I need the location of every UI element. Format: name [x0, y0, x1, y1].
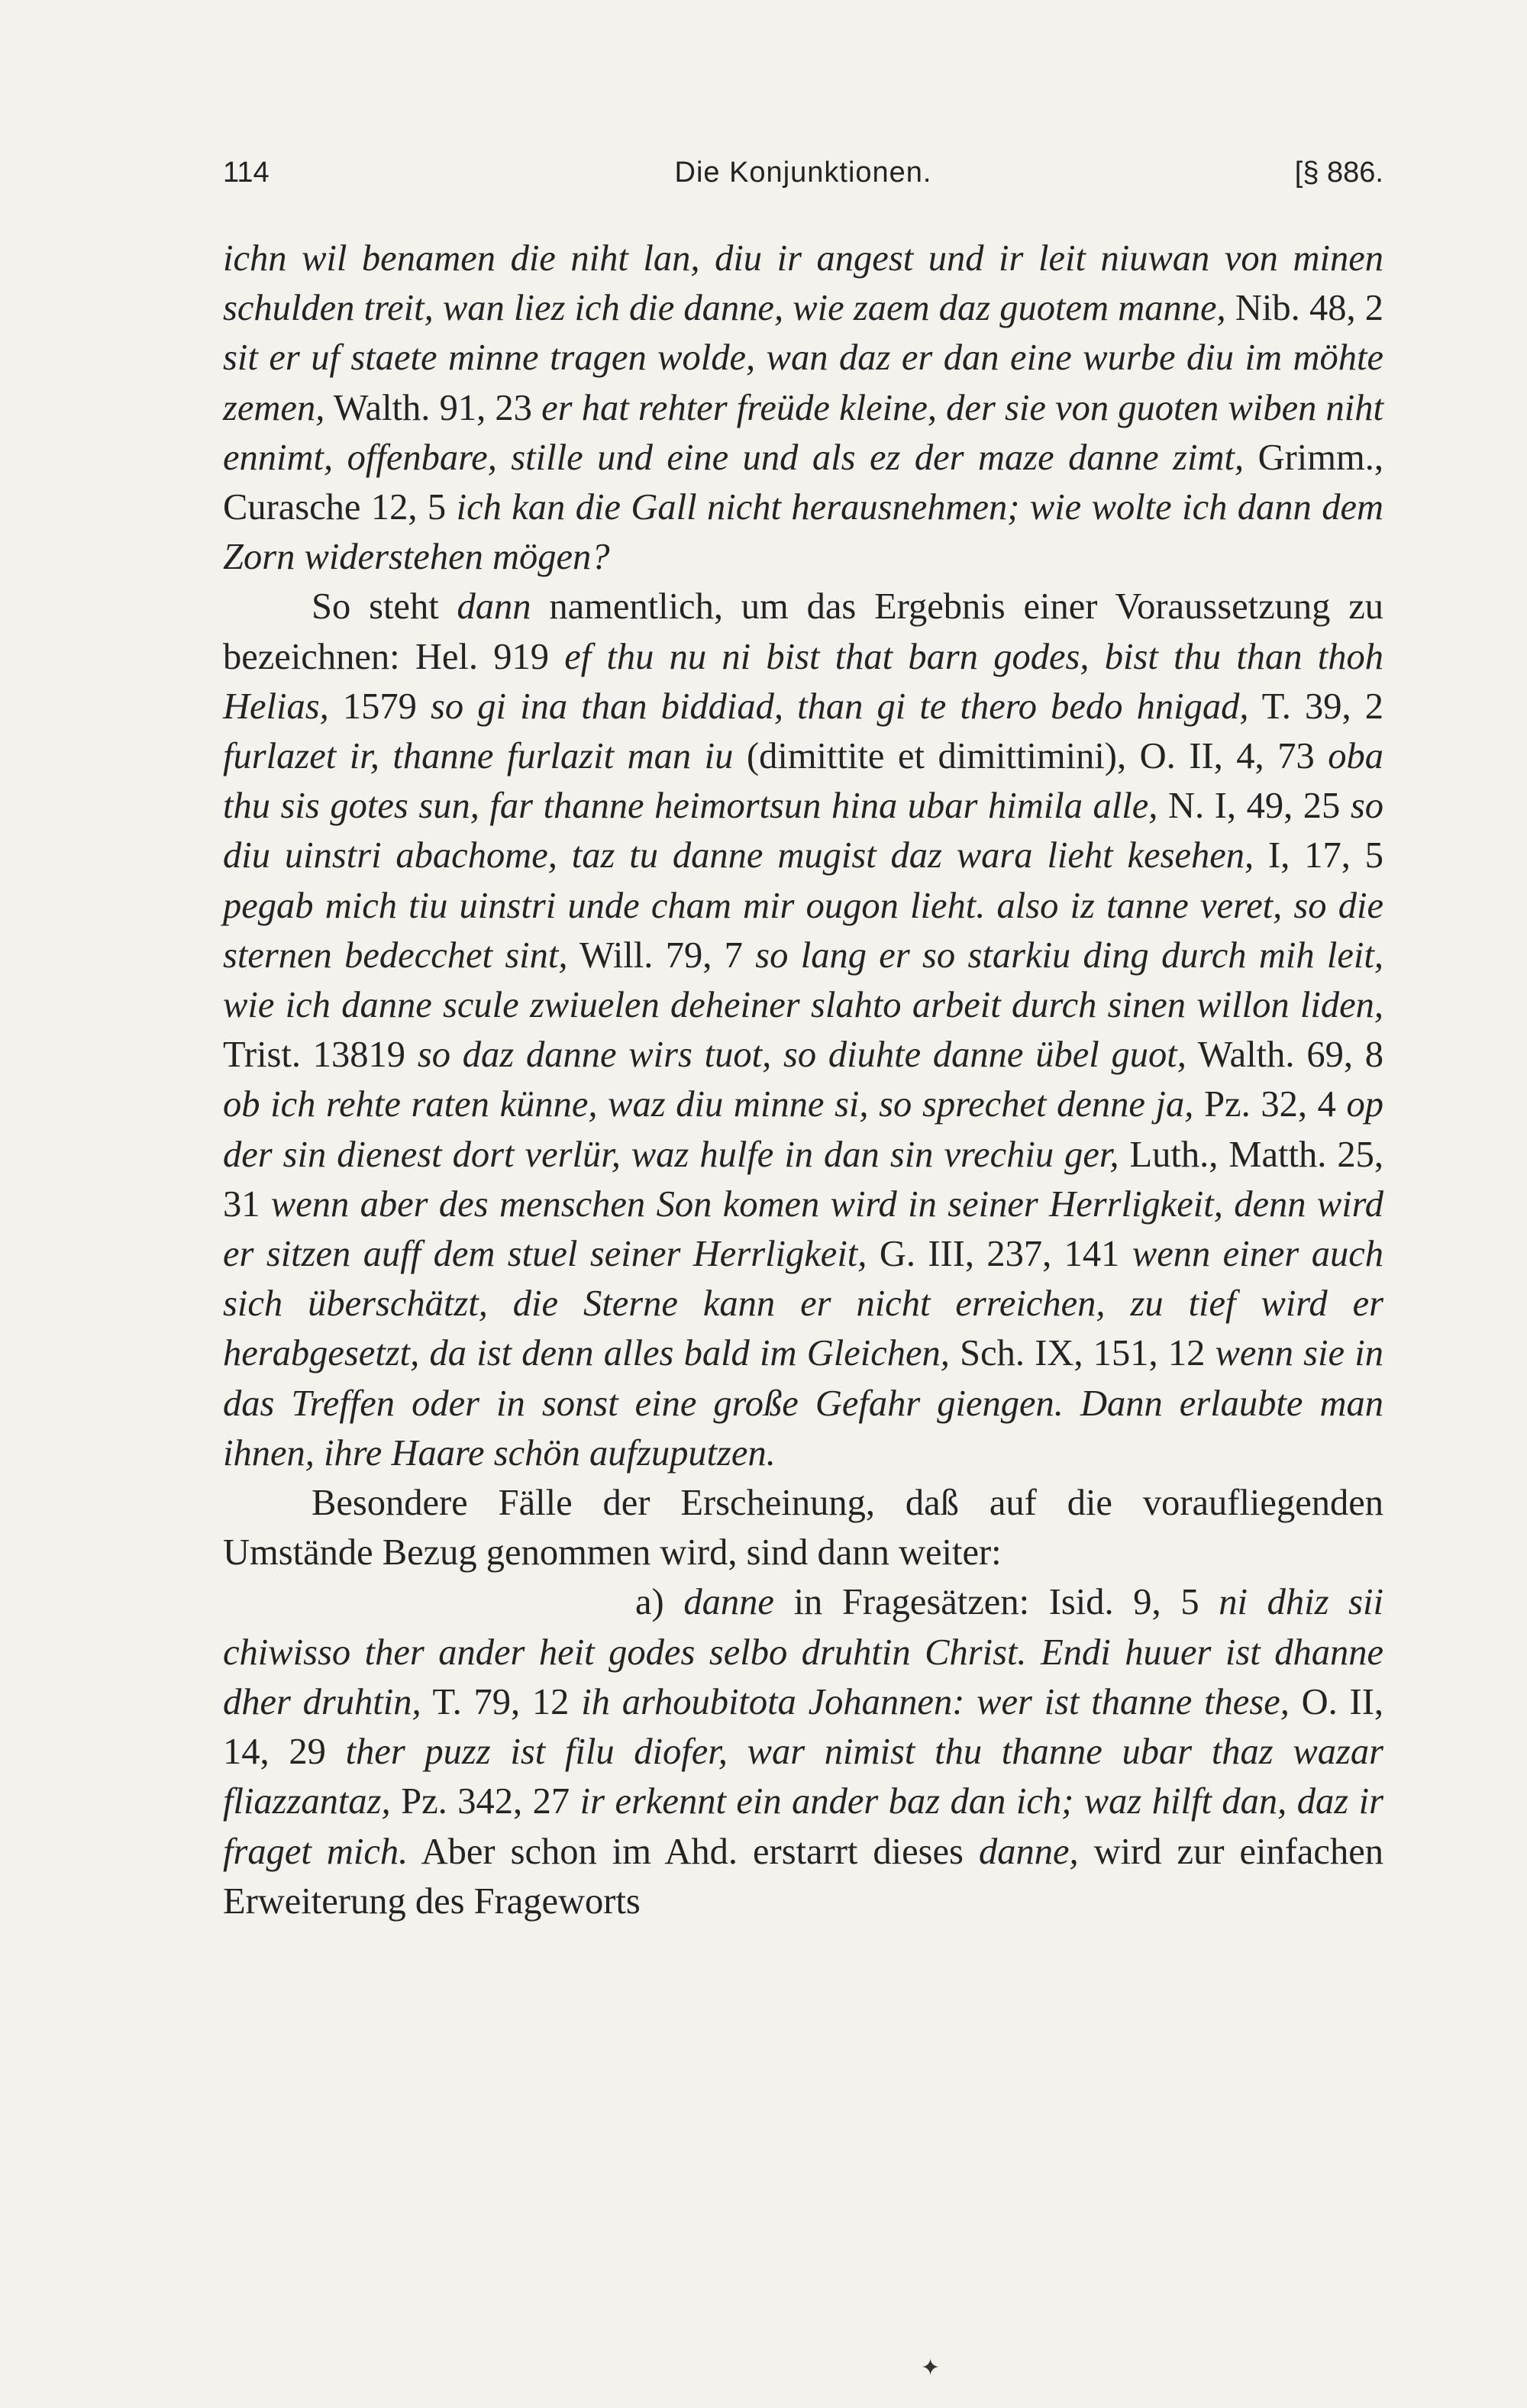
text-run: Luth., Matth. 25, 31	[223, 1134, 1384, 1225]
italic-quotation: danne	[683, 1582, 774, 1623]
text-run: Sch. IX, 151, 12	[949, 1333, 1215, 1374]
italic-quotation: ther puzz ist filu diofer, war nimist thu thanne ubar thaz wazar fliazzantaz,	[223, 1732, 1383, 1822]
italic-quotation: ef thu nu ni bist that barn godes, bist thu than thoh Helias,	[223, 636, 1384, 727]
body-text	[223, 234, 1383, 1926]
text-run: in Fragesätzen: Isid. 9, 5	[773, 1582, 1219, 1623]
italic-quotation: oba thu sis gotes sun, far thanne heimortsun hina ubar himila alle,	[223, 736, 1383, 827]
italic-quotation: dann	[457, 586, 531, 628]
printer-ornament-icon: ✦	[921, 2355, 941, 2381]
text-run: G. III, 237, 141	[867, 1234, 1132, 1275]
page-number: 114	[223, 157, 270, 189]
italic-quotation: so lang er so starkiu ding durch mih leit, wie ich danne scule zwiuelen deheiner slahto arbeit durch sinen willon liden,	[223, 934, 1383, 1026]
text-run: Grimm., Curasche 12, 5	[223, 437, 1383, 528]
italic-quotation: ich kan die Gall nicht herausnehmen; wie wolte ich dann dem Zorn widerstehen mögen?	[223, 487, 1383, 578]
text-run: Aber schon im Ahd. erstarrt dieses	[408, 1831, 979, 1872]
paragraph	[223, 582, 1383, 1478]
paragraph	[223, 1478, 1383, 1577]
italic-quotation: furlazet ir, thanne furlazit man iu	[223, 736, 734, 777]
italic-quotation: sit er uf staete minne tragen wolde, wan daz er dan eine wurbe diu im möhte zemen,	[223, 337, 1383, 428]
section-reference: [§ 886.	[1294, 157, 1383, 189]
text-run: 1579	[328, 686, 431, 727]
italic-quotation: so daz danne wirs tuot, so diuhte danne übel guot,	[417, 1035, 1186, 1076]
italic-quotation: ih arhoubitota Johannen: wer ist thanne these,	[581, 1681, 1290, 1722]
italic-quotation: ir erkennt ein ander baz dan ich; waz hilft dan, daz ir fraget mich.	[223, 1781, 1384, 1872]
italic-quotation: wenn einer auch sich überschätzt, die Sterne kann er nicht erreichen, zu tief wird er herabgesetzt, da ist denn alles bald im Gleichen,	[223, 1234, 1384, 1374]
text-run: (dimittite et dimittimini), O. II, 4, 73	[733, 736, 1328, 777]
text-run: T. 79, 12	[421, 1681, 582, 1722]
text-run: Trist. 13819	[223, 1035, 418, 1076]
italic-quotation: pegab mich tiu uinstri unde cham mir ougon lieht. also iz tanne veret, so die sternen bedecchet sint,	[223, 885, 1383, 976]
text-run: T. 39, 2	[1248, 686, 1384, 727]
text-run: namentlich, um das Ergebnis einer Voraussetzung zu bezeichnen: Hel. 919	[223, 586, 1383, 677]
italic-quotation: so gi ina than biddiad, than gi te thero bedo hnigad,	[431, 686, 1249, 727]
paragraph	[223, 234, 1383, 582]
text-run: a)	[635, 1582, 684, 1623]
italic-quotation: wenn sie in das Treffen oder in sonst eine große Gefahr giengen. Dann erlaubte man ihnen, ihre Haare schön aufzuputzen.	[223, 1333, 1383, 1474]
text-run: wird zur einfachen Erweiterung des Frageworts	[223, 1831, 1383, 1922]
text-run: I, 17, 5	[1254, 835, 1383, 876]
text-run: N. I, 49, 25	[1157, 786, 1351, 827]
italic-quotation: op der sin dienest dort verlür, waz hulfe in dan sin vrechiu ger,	[223, 1084, 1384, 1175]
italic-quotation: ichn wil benamen die niht lan, diu ir angest und ir leit niuwan von minen schulden treit, wan liez ich die danne, wie zaem daz guotem manne,	[223, 238, 1383, 329]
text-run: Besondere Fälle der Erscheinung, daß auf die voraufliegenden Umstände Bezug genommen wird, sind dann weiter:	[223, 1483, 1383, 1574]
text-run: O. II, 14, 29	[223, 1681, 1383, 1773]
running-title: Die Konjunktionen.	[674, 157, 932, 189]
text-run: Pz. 32, 4	[1193, 1084, 1347, 1125]
text-run: Pz. 342, 27	[390, 1781, 580, 1822]
paragraph	[223, 1577, 1383, 1925]
text-run: Nib. 48, 2	[1225, 288, 1384, 329]
italic-quotation: ni dhiz sii chiwisso ther ander heit godes selbo druhtin Christ. Endi huuer ist dhanne dher druhtin,	[223, 1582, 1383, 1722]
italic-quotation: danne,	[978, 1831, 1079, 1872]
text-run: So steht	[312, 586, 457, 628]
italic-quotation: er hat rehter freüde kleine, der sie von guoten wiben niht ennimt, offenbare, stille und eine und als ez der maze danne zimt,	[223, 387, 1383, 478]
text-run: Walth. 69, 8	[1186, 1035, 1383, 1076]
text-run: Will. 79, 7	[567, 934, 756, 976]
italic-quotation: so diu uinstri abachome, taz tu danne mugist daz wara lieht kesehen,	[223, 786, 1383, 876]
running-header	[223, 150, 1383, 195]
italic-quotation: wenn aber des menschen Son komen wird in seiner Herrligkeit, denn wird er sitzen auff dem stuel seiner Herrligkeit,	[223, 1183, 1383, 1275]
text-run: Walth. 91, 23	[324, 387, 542, 428]
italic-quotation: ob ich rehte raten künne, waz diu minne si, so sprechet denne ja,	[223, 1084, 1194, 1125]
